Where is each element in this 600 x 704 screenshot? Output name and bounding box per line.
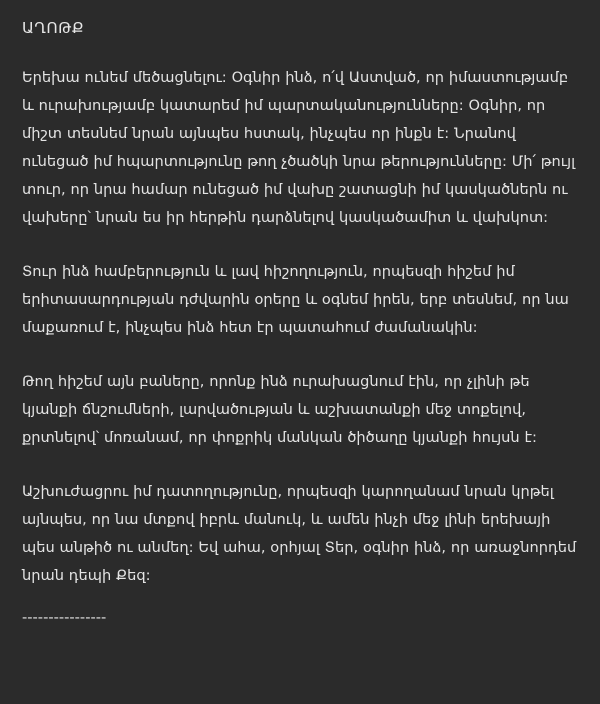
paragraph-2: Տուր ինձ համբերություն և լավ հիշողություն, որպեսզի հիշեմ իմ երիտասարդության դժվարին օրերը և օգնեմ իրեն, երբ տեսնեմ, որ նա մաքառում է, ինչպես ինձ հետ էր պատահում ժամանակին: xyxy=(22,263,569,337)
paragraph-3: Թող հիշեմ այն բաները, որոնք ինձ ուրախացնում էին, որ չլինի թե կյանքի ճնշումների, լարվածության և աշխատանքի մեջ տոքելով, քրտնելով՝ մոռանամ, որ փոքրիկ մանկան ծիծաղը կյանքի հույսն է: xyxy=(22,373,537,447)
section-divider: ---------------- xyxy=(22,609,107,627)
page-title: ԱՂՈԹՔ xyxy=(22,19,84,37)
paragraph-1: Երեխա ունեմ մեծացնելու: Օգնիր ինձ, ո՛վ Աստված, որ իմաստությամբ և ուրախությամբ կատարեմ իմ պարտականությունները: Օգնիր, որ միշտ տեսնեմ նրան այնպես հստակ, ինչպես որ ինքն է: Նրանով ունեցած իմ հպարտությունը թող չծածկի նրա թերությունները: Մի՛ թույլ տուր, որ նրա համար ունեցած իմ վախը շատացնի իմ կասկածներն ու վախերը՝ նրան ես իր հերթին դարձնելով կասկածամիտ և վախկոտ: xyxy=(22,69,576,227)
paragraph-4: Աշխուժացրու իմ դատողությունը, որպեսզի կարողանամ նրան կրթել այնպես, որ նա մտքով իբրև մանուկ, և ամեն ինչի մեջ լինի երեխայի պես անթիծ ու անմեղ: Եվ ահա, օրհյալ Տեր, օգնիր ինձ, որ առաջնորդեմ նրան դեպի Քեզ: xyxy=(22,483,577,585)
